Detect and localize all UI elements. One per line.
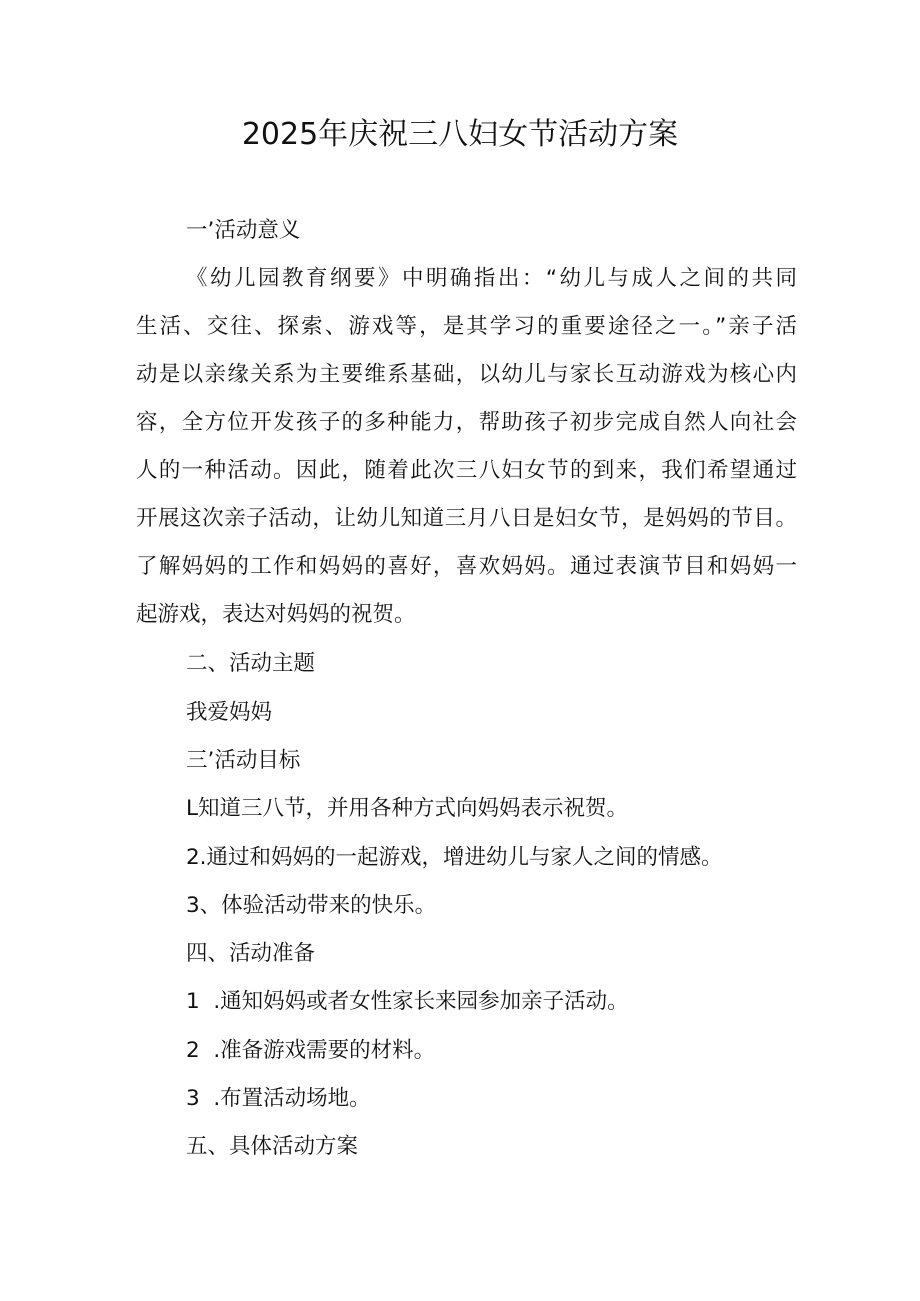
section-2-heading: 二、活动主题 [186, 651, 316, 676]
section-1-paragraph-line: 起游戏，表达对妈妈的祝贺。 [136, 602, 416, 627]
section-1-paragraph-line: 生活、交往、探索、游戏等，是其学习的重要途径之一。”亲子活 [136, 314, 797, 339]
section-1-paragraph-line: 开展这次亲子活动，让幼儿知道三月八日是妇女节，是妈妈的节目。 [136, 506, 797, 531]
section-3-heading: 三’活动目标 [186, 748, 301, 773]
section-1-paragraph-line: 动是以亲缘关系为主要维系基础，以幼儿与家长互动游戏为核心内 [136, 362, 797, 387]
section-1-paragraph-line: 《幼儿园教育纲要》中明确指出：“幼儿与成人之间的共同 [186, 266, 797, 291]
section-4-item: 1 .通知妈妈或者女性家长来园参加亲子活动。 [186, 989, 629, 1014]
section-1-paragraph-line: 人的一种活动。因此，随着此次三八妇女节的到来，我们希望通过 [136, 458, 797, 483]
section-4-heading: 四、活动准备 [186, 941, 316, 966]
section-3-item: L知道三八节，并用各种方式向妈妈表示祝贺。 [186, 796, 628, 821]
section-5-heading: 五、具体活动方案 [186, 1134, 359, 1159]
section-1-heading: 一’活动意义 [186, 218, 301, 243]
section-2-text: 我爱妈妈 [186, 700, 273, 725]
section-3-item: 3、体验活动带来的快乐。 [186, 893, 437, 918]
section-3-item: 2.通过和妈妈的一起游戏，增进幼儿与家人之间的情感。 [186, 845, 723, 870]
section-4-item: 2 .准备游戏需要的材料。 [186, 1038, 436, 1063]
section-4-item: 3 .布置活动场地。 [186, 1086, 371, 1111]
section-1-paragraph-line: 了解妈妈的工作和妈妈的喜好，喜欢妈妈。通过表演节目和妈妈一 [136, 554, 797, 579]
section-1-paragraph-line: 容，全方位开发孩子的多种能力，帮助孩子初步完成自然人向社会 [136, 410, 797, 435]
document-title: 2025年庆祝三八妇女节活动方案 [241, 117, 679, 152]
